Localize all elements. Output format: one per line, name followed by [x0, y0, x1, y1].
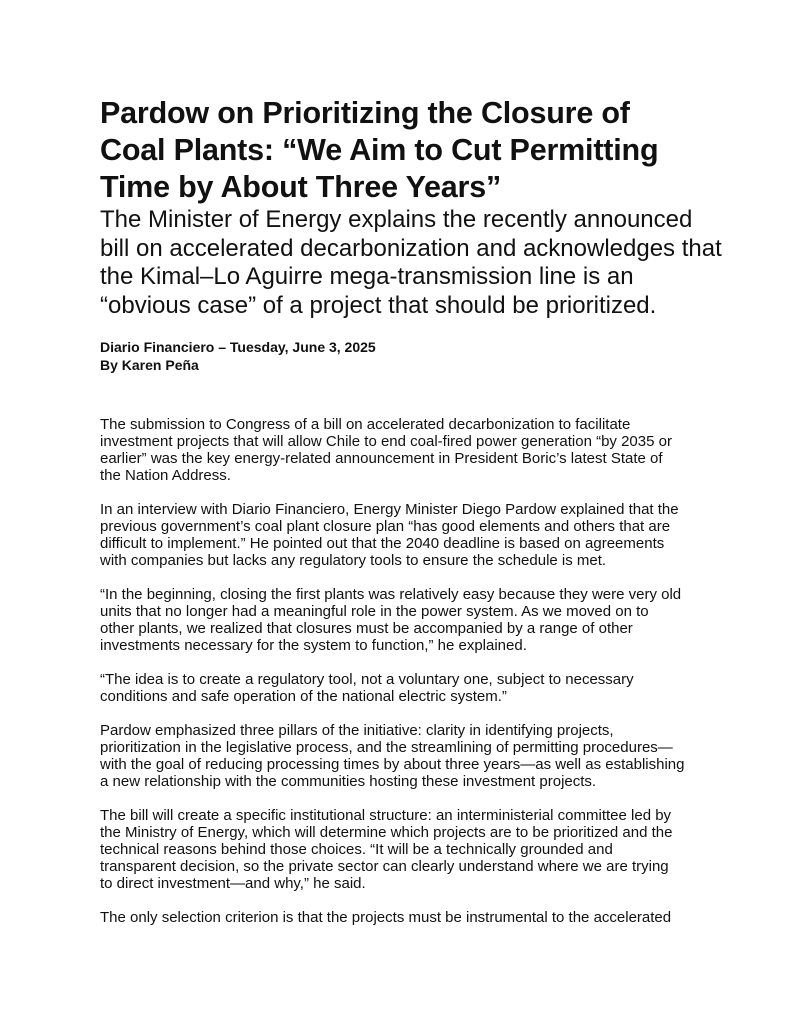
title-line: Coal Plants: “We Aim to Cut Permitting	[100, 133, 659, 167]
article	[100, 95, 720, 943]
paragraph	[100, 586, 720, 654]
paragraph-line: The bill will create a specific institutional structure: an interministerial committee led by	[100, 806, 672, 824]
paragraph	[100, 416, 720, 484]
paragraph-line: the Nation Address.	[100, 466, 231, 484]
paragraph-line: The only selection criterion is that the projects must be instrumental to the accelerated	[100, 908, 672, 926]
subtitle-line: the Kimal–Lo Aguirre mega-transmission line is an	[100, 263, 634, 291]
paragraph-line: prioritization in the legislative process, and the streamlining of permitting procedures—	[100, 738, 673, 756]
paragraph-line: In an interview with Diario Financiero, Energy Minister Diego Pardow explained that the	[100, 500, 679, 518]
paragraph-line: the Ministry of Energy, which will determine which projects are to be prioritized and the	[100, 823, 673, 841]
subtitle-line: “obvious case” of a project that should be prioritized.	[100, 292, 657, 320]
subtitle-line: bill on accelerated decarbonization and acknowledges that	[100, 234, 722, 262]
paragraph-line: investments necessary for the system to function,” he explained.	[100, 636, 527, 654]
paragraph-line: previous government’s coal plant closure plan “has good elements and others that are	[100, 517, 671, 535]
subtitle-line: The Minister of Energy explains the recently announced	[100, 206, 693, 233]
paragraph-line: investment projects that will allow Chile to end coal-fired power generation “by 2035 or	[100, 432, 672, 450]
paragraph-line: to direct investment—and why,” he said.	[100, 874, 366, 892]
paragraph-line: conditions and safe operation of the national electric system.”	[100, 687, 507, 705]
source-date: Diario Financiero – Tuesday, June 3, 2025	[100, 338, 376, 355]
article-subtitle	[100, 206, 720, 321]
paragraph-line: a new relationship with the communities hosting these investment projects.	[100, 772, 597, 790]
title-line: Pardow on Prioritizing the Closure of	[100, 96, 630, 130]
paragraph-line: Pardow emphasized three pillars of the initiative: clarity in identifying projects,	[100, 721, 614, 739]
paragraph	[100, 722, 720, 790]
paragraph-line: earlier” was the key energy-related announcement in President Boric’s latest State of	[100, 449, 663, 467]
paragraph-line: other plants, we realized that closures must be accompanied by a range of other	[100, 619, 633, 637]
paragraph-line: The submission to Congress of a bill on accelerated decarbonization to facilitate	[100, 415, 631, 433]
paragraph-line: with companies but lacks any regulatory tools to ensure the schedule is met.	[100, 551, 607, 569]
paragraph-line: difficult to implement.” He pointed out that the 2040 deadline is based on agreements	[100, 534, 665, 552]
article-title	[100, 95, 720, 206]
author: By Karen Peña	[100, 356, 199, 373]
paragraph-line: transparent decision, so the private sector can clearly understand where we are trying	[100, 857, 669, 875]
paragraph-line: “The idea is to create a regulatory tool, not a voluntary one, subject to necessary	[100, 670, 634, 688]
paragraph-line: “In the beginning, closing the first plants was relatively easy because they were very old	[100, 585, 682, 603]
article-body	[100, 416, 720, 926]
paragraph-line: units that no longer had a meaningful role in the power system. As we moved on to	[100, 602, 649, 620]
paragraph	[100, 909, 720, 926]
byline	[100, 338, 720, 374]
paragraph-line: with the goal of reducing processing times by about three years—as well as establishing	[100, 755, 685, 773]
paragraph-line: technical reasons behind those choices. “It will be a technically grounded and	[100, 840, 613, 858]
paragraph	[100, 501, 720, 569]
paragraph	[100, 671, 720, 705]
paragraph	[100, 807, 720, 892]
title-line: Time by About Three Years”	[100, 170, 502, 204]
